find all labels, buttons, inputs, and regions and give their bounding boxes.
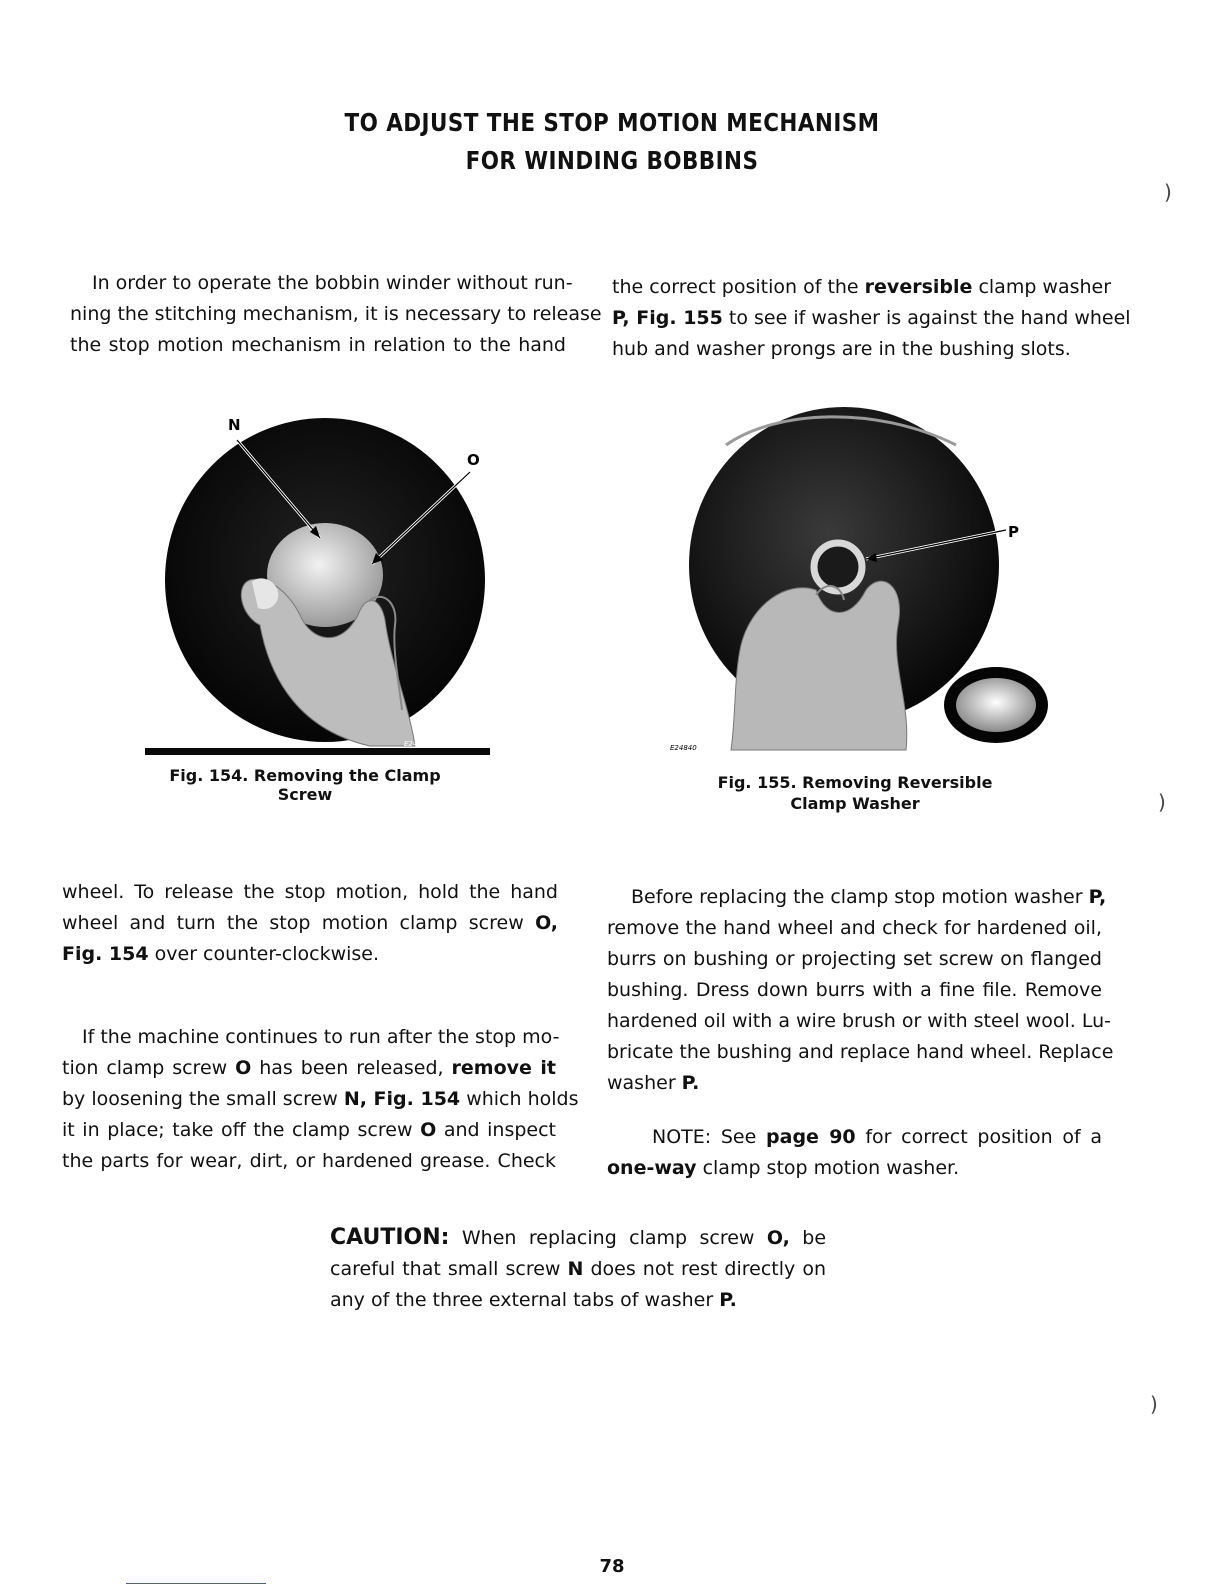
body-left-2-line-5: the parts for wear, dirt, or hardened grease. Check	[62, 1150, 556, 1172]
body-left-1-line-3: Fig. 154 over counter-clockwise.	[62, 943, 380, 965]
ref-p-fig-155: P, Fig. 155	[612, 307, 723, 329]
body-right-1-line-6: bricate the bushing and replace hand wheel. Replace	[607, 1041, 1114, 1063]
intro-right-line-1: the correct position of the reversible clamp washer	[612, 276, 1112, 298]
figure-155	[666, 405, 1066, 757]
body-left-2-line-2: tion clamp screw O has been released, remove it	[62, 1057, 557, 1079]
body-left-paragraph-2	[62, 1022, 579, 1177]
body-right-paragraph-1	[607, 882, 1114, 1099]
scan-mark: )	[1150, 1392, 1158, 1416]
intro-left-line-3: the stop motion mechanism in relation to the hand	[70, 334, 566, 356]
body-left-2-line-4: it in place; take off the clamp screw O and inspect	[62, 1119, 556, 1141]
figure-155-code: E24840	[670, 744, 697, 752]
figure-154-label-o: O	[467, 451, 480, 469]
scan-mark: )	[1164, 180, 1172, 204]
caution-line-2: careful that small screw N does not rest directly on	[330, 1258, 826, 1280]
ref-fig-154: Fig. 154	[62, 943, 149, 965]
intro-right-line-3: hub and washer prongs are in the bushing slots.	[612, 338, 1071, 360]
figure-154-photo	[140, 410, 490, 755]
bushing-shape	[814, 543, 862, 591]
intro-right-paragraph	[612, 272, 1131, 365]
figure-154-code: E24863	[404, 740, 431, 748]
body-left-paragraph-1	[62, 877, 558, 970]
page-number: 78	[599, 1556, 625, 1577]
figure-154-label-n: N	[228, 416, 241, 434]
figure-155-caption	[700, 772, 1010, 814]
body-left-1-line-1: wheel. To release the stop motion, hold the hand	[62, 881, 558, 903]
caution-line-3: any of the three external tabs of washer P.	[330, 1289, 737, 1311]
caution-paragraph	[330, 1222, 826, 1316]
body-right-1-line-7: washer P.	[607, 1072, 700, 1094]
caution-label: CAUTION:	[330, 1225, 450, 1250]
body-right-1-line-5: hardened oil with a wire brush or with steel wool. Lu-	[607, 1010, 1112, 1032]
body-left-1-line-2: wheel and turn the stop motion clamp screw O,	[62, 912, 559, 934]
figure-154-caption: Fig. 154. Removing the Clamp Screw	[169, 766, 441, 804]
body-right-1-line-4: bushing. Dress down burrs with a fine file. Remove	[607, 979, 1102, 1001]
figure-155-label-p: P	[1008, 523, 1019, 541]
body-right-1-line-3: burrs on bushing or projecting set screw on flanged	[607, 948, 1102, 970]
emphasis-one-way: one-way	[607, 1157, 697, 1179]
figure-155-caption-line-1: Fig. 155. Removing Reversible	[717, 773, 993, 792]
emphasis-reversible: reversible	[864, 276, 973, 298]
figure-155-photo	[666, 405, 1066, 757]
ref-page-90: page 90	[766, 1126, 856, 1148]
scan-mark: )	[1158, 790, 1166, 814]
body-left-2-line-3: by loosening the small screw N, Fig. 154 which holds	[62, 1088, 579, 1110]
body-right-1-line-2: remove the hand wheel and check for hardened oil,	[607, 917, 1102, 939]
intro-left-line-1: In order to operate the bobbin winder without run-	[92, 272, 573, 294]
intro-left-line-2: ning the stitching mechanism, it is necessary to release	[70, 303, 602, 325]
note-line-2: one-way clamp stop motion washer.	[607, 1157, 960, 1179]
page-title-line-1: TO ADJUST THE STOP MOTION MECHANISM	[344, 108, 880, 137]
figure-154	[140, 410, 490, 755]
intro-left-paragraph	[70, 268, 602, 361]
body-left-2-line-1: If the machine continues to run after the stop mo-	[82, 1026, 560, 1048]
note-paragraph	[607, 1122, 1102, 1184]
figure-155-caption-line-2: Clamp Washer	[790, 794, 920, 813]
page-title-line-2: FOR WINDING BOBBINS	[465, 146, 759, 175]
note-line-1: NOTE: See page 90 for correct position of a	[652, 1126, 1103, 1148]
intro-right-line-2: P, Fig. 155 to see if washer is against the hand wheel	[612, 307, 1131, 329]
caution-line-1: CAUTION: When replacing clamp screw O, be	[330, 1225, 827, 1250]
body-right-1-line-1: Before replacing the clamp stop motion washer P,	[631, 886, 1107, 908]
ref-o: O,	[535, 912, 559, 934]
emphasis-remove-it: remove it	[451, 1057, 557, 1079]
